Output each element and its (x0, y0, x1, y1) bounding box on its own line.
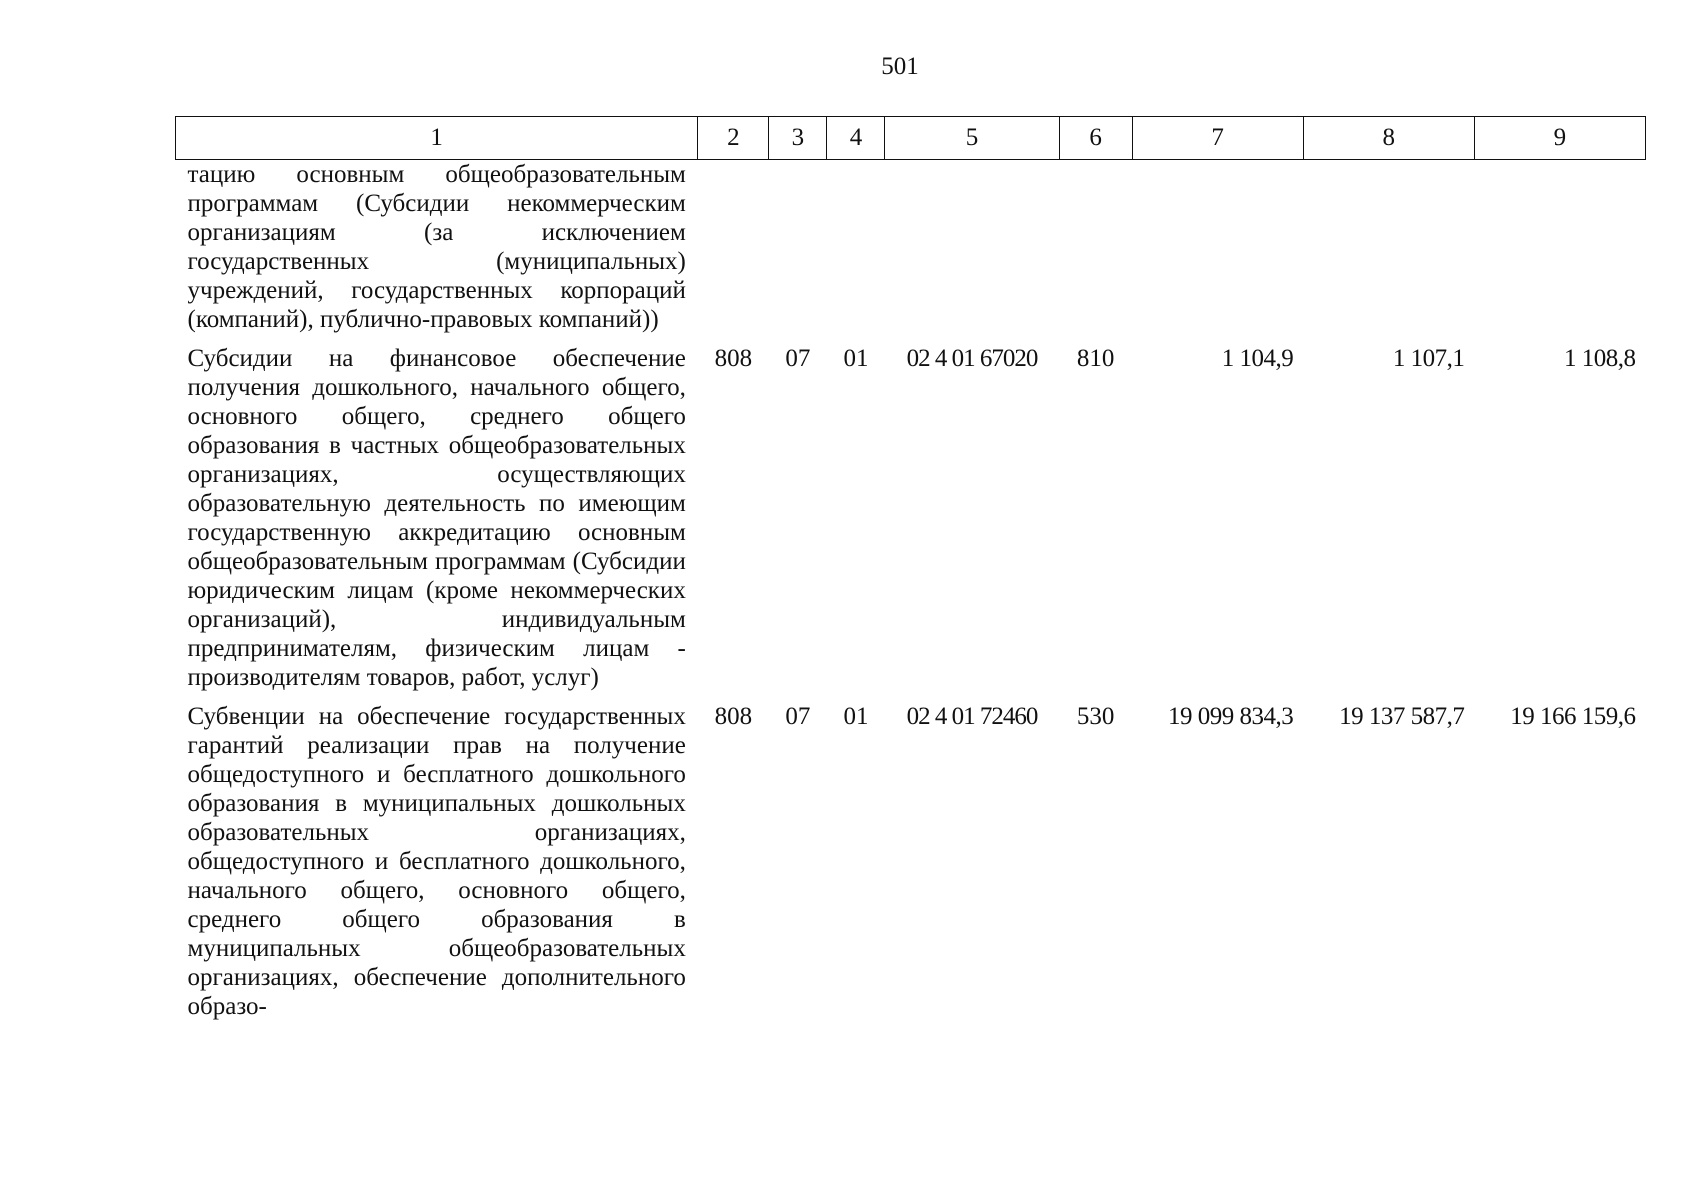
row-section-code (769, 160, 827, 335)
column-header-9: 9 (1474, 117, 1645, 160)
row-expense-type-code (1059, 160, 1132, 335)
row-subsection-code: 01 (843, 703, 869, 730)
column-header-5: 5 (885, 117, 1059, 160)
column-header-4: 4 (827, 117, 885, 160)
column-header-2: 2 (698, 117, 769, 160)
column-header-7: 7 (1132, 117, 1303, 160)
column-header-3: 3 (769, 117, 827, 160)
row-ministry-code: 808 (714, 345, 753, 372)
column-header-6: 6 (1059, 117, 1132, 160)
row-description: Субвенции на обеспечение государственных гарантий реализации прав на получение общедоступного и бесплатного дошкольного образования в муниципальных дошкольных образовательных организациях, общедоступного и бесплатного дошкольного, начального общего, основного общего, среднего общего образования в муниципальных общеобразовательных организациях, обеспечение дополнительного образо- (187, 703, 686, 1020)
column-header-1: 1 (176, 117, 698, 160)
row-target-article-code: 02 4 01 72460 (906, 703, 1038, 730)
row-amount-col8: 19 137 587,7 (1339, 703, 1465, 730)
row-spacer (176, 334, 1646, 344)
table-row (176, 344, 1646, 692)
row-subsection-code (827, 160, 885, 335)
column-number-header-row (176, 117, 1646, 160)
row-amount-col9: 19 166 159,6 (1510, 703, 1636, 730)
row-amount-col7 (1132, 160, 1303, 335)
row-expense-type-code: 530 (1076, 703, 1115, 730)
row-subsection-code: 01 (843, 345, 869, 372)
row-amount-col9: 1 108,8 (1564, 345, 1636, 372)
row-expense-type-code: 810 (1076, 345, 1115, 372)
row-description: тацию основным общеобразовательным программам (Субсидии некоммерческим организациям (за исключением государственных (муниципальных) учреждений, государственных корпораций (компаний), публично-правовых компаний)) (187, 161, 686, 333)
row-section-code: 07 (785, 703, 811, 730)
row-target-article-code (885, 160, 1059, 335)
table-row (176, 702, 1646, 1021)
row-amount-col7: 19 099 834,3 (1167, 703, 1294, 730)
page-number: 501 (881, 53, 919, 80)
row-description: Субсидии на финансовое обеспечение получения дошкольного, начального общего, основного общего, среднего общего образования в частных общеобразовательных организациях, осуществляющих образовательную деятельность по имеющим государственную аккредитацию основным общеобразовательным программам (Субсидии юридическим лицам (кроме некоммерческих организаций), индивидуальным предпринимателям, физическим лицам - производителям товаров, работ, услуг) (187, 345, 686, 691)
row-amount-col8: 1 107,1 (1392, 345, 1465, 372)
column-header-8: 8 (1303, 117, 1474, 160)
row-section-code: 07 (785, 345, 811, 372)
row-ministry-code (698, 160, 769, 335)
row-amount-col9 (1474, 160, 1645, 335)
row-target-article-code: 02 4 01 67020 (906, 345, 1038, 372)
row-amount-col7: 1 104,9 (1221, 345, 1294, 372)
table-row (176, 160, 1646, 335)
budget-table (175, 116, 1646, 1021)
row-amount-col8 (1303, 160, 1474, 335)
row-spacer (176, 692, 1646, 702)
row-ministry-code: 808 (714, 703, 753, 730)
